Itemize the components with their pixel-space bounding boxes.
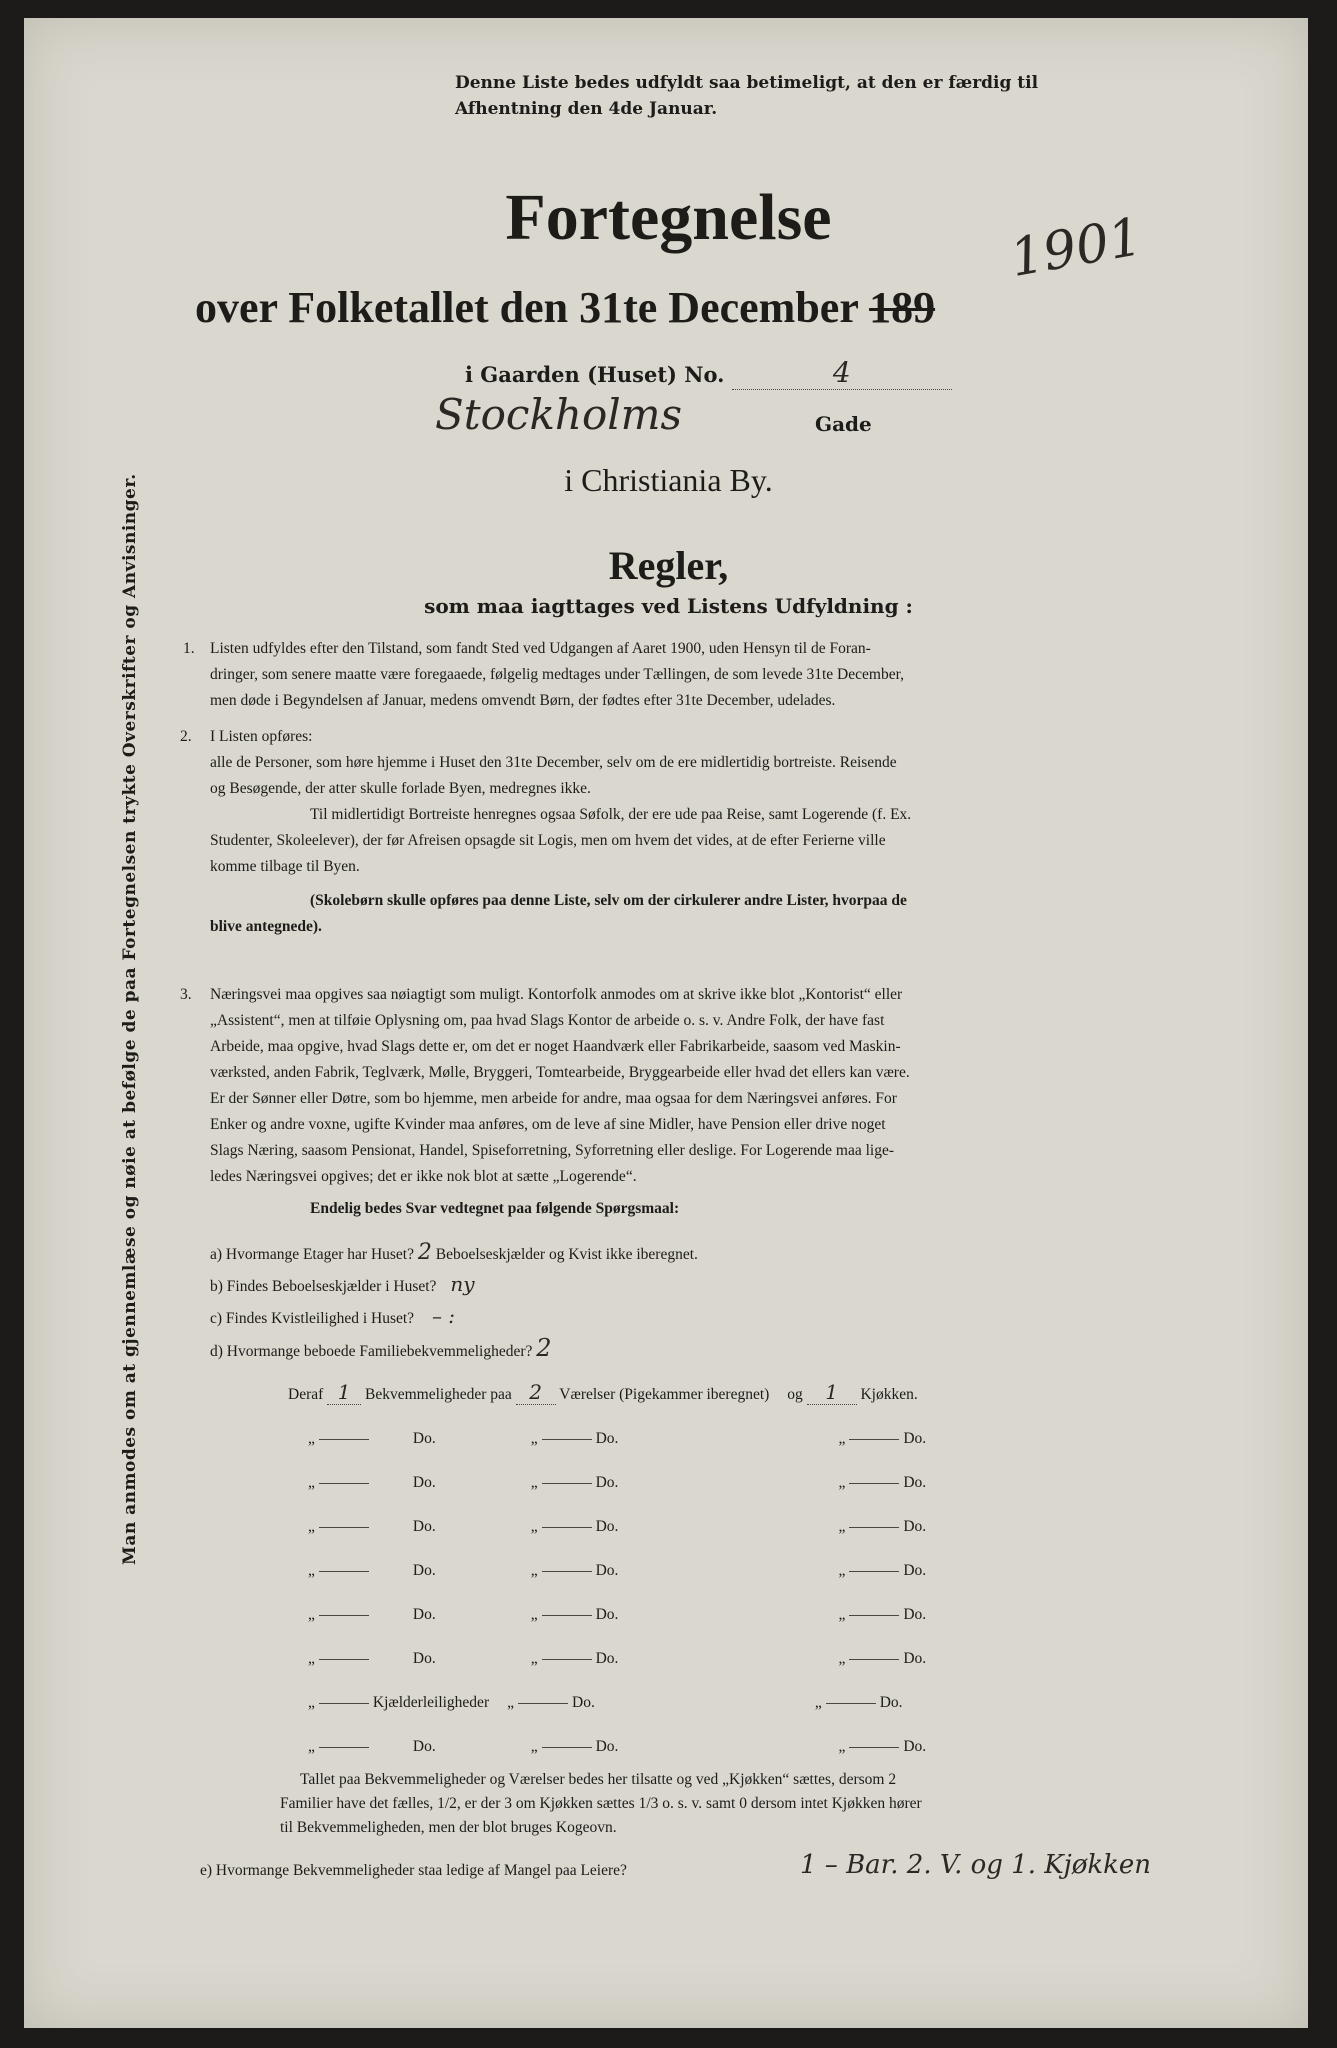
form-title: Fortegnelse <box>505 181 832 254</box>
table-note <box>280 1768 1120 1840</box>
rule-number: 1. <box>183 640 195 657</box>
question-answer: – : <box>431 1304 456 1328</box>
ditto-cell: Do. <box>595 1430 619 1447</box>
rule-line: „Assistent“, men at tilføie Oplysning om, paa hvad Slags Kontor de arbeide o. s. v. Andre Folk, der have fast <box>210 1012 885 1029</box>
gade-label: Gade <box>815 412 872 436</box>
ditto-cell: Do. <box>595 1518 619 1535</box>
question-a <box>210 1240 698 1265</box>
ditto-cell: Do. <box>903 1562 927 1579</box>
rules-subtitle: som maa iagttages ved Listens Udfyldning : <box>424 594 913 618</box>
rule-line: men døde i Begyndelsen af Januar, medens omvendt Børn, der fødtes efter 31te December, udelades. <box>210 692 836 709</box>
house-number: 4 <box>732 356 952 390</box>
quote-mark: „ <box>308 1518 315 1535</box>
ditto-row <box>308 1518 1008 1536</box>
quote-mark: „ <box>838 1518 846 1535</box>
quote-mark: „ <box>530 1518 538 1535</box>
printed-year-struck: 189 <box>869 283 936 332</box>
question-label: d) Hvormange beboede Familiebekvemmeligheder? <box>210 1343 533 1360</box>
quote-mark: „ <box>838 1606 846 1623</box>
side-note: Man anmodes om at gjennemlæse og nøie at befølge de paa Fortegnelsen trykte Overskrifter og Anvisninger. <box>120 473 140 1565</box>
rule-line: blive antegnede). <box>210 918 322 935</box>
blank-field <box>542 1483 592 1484</box>
rule-line: og Besøgende, der atter skulle forlade Byen, medregnes ikke. <box>210 780 591 797</box>
ditto-cell: Do. <box>595 1606 619 1623</box>
quote-mark: „ <box>507 1694 514 1711</box>
blank-field <box>849 1659 899 1660</box>
ditto-cell: Do. <box>412 1430 436 1447</box>
quote-mark: „ <box>814 1694 822 1711</box>
quote-mark: „ <box>838 1474 846 1491</box>
deraf-kitchen: 1 <box>807 1380 857 1405</box>
question-answer: 2 <box>417 1240 432 1265</box>
ditto-cell: Do. <box>903 1738 927 1755</box>
form-subtitle <box>195 282 935 333</box>
blank-field <box>849 1439 899 1440</box>
blank-field <box>849 1483 899 1484</box>
question-label: a) Hvormange Etager har Huset? <box>210 1246 414 1263</box>
deraf-rooms: 2 <box>516 1380 556 1405</box>
deraf-prefix: Deraf <box>288 1386 324 1403</box>
ditto-cell: Do. <box>903 1606 927 1623</box>
ditto-cell: Do. <box>595 1562 619 1579</box>
deraf-og: og <box>787 1386 803 1403</box>
question-answer: ny <box>450 1272 475 1296</box>
rule-1 <box>210 636 1130 714</box>
blank-field <box>849 1571 899 1572</box>
rule-line: Er der Sønner eller Døtre, som bo hjemme, men arbeide for andre, maa ogsaa for dem Næringsvei anføres. For <box>210 1090 897 1107</box>
deraf-mid: Bekvemmeligheder paa <box>365 1386 512 1403</box>
ditto-cell: Do. <box>595 1738 619 1755</box>
quote-mark: „ <box>838 1738 846 1755</box>
ditto-row <box>308 1738 1008 1756</box>
rule-line: Arbeide, maa opgive, hvad Slags dette er, om det er noget Haandværk eller Fabrikarbeide, saasom ved Maskin- <box>210 1038 901 1055</box>
blank-field <box>518 1703 568 1704</box>
quote-mark: „ <box>530 1562 538 1579</box>
note-line: Tallet paa Bekvemmeligheder og Værelser bedes her tilsatte og ved „Kjøkken“ sættes, dersom 2 <box>300 1771 897 1788</box>
ditto-row <box>308 1430 1008 1448</box>
notice-text: Denne Liste bedes udfyldt saa betimeligt, at den er færdig til Afhentning den 4de Januar. <box>455 73 1039 119</box>
rule-line: Studenter, Skoleelever), der før Afreisen opsagde sit Logis, men om hvem det vides, at de efter Ferierne ville <box>210 832 886 849</box>
rule-line: (Skolebørn skulle opføres paa denne Liste, selv om der cirkulerer andre Lister, hvorpaa de <box>310 892 907 909</box>
ditto-cell: Do. <box>412 1562 436 1579</box>
rule-number: 3. <box>180 986 192 1003</box>
quote-mark: „ <box>530 1474 538 1491</box>
street-name: Stockholms <box>435 390 683 439</box>
blank-field <box>849 1615 899 1616</box>
quote-mark: „ <box>530 1650 538 1667</box>
house-line <box>465 356 952 390</box>
ditto-cell: Do. <box>595 1474 619 1491</box>
ditto-row <box>308 1650 1008 1668</box>
rule-line: Slags Næring, saasom Pensionat, Handel, Spiseforretning, Syforretning eller deslige. For Logerende maa lige- <box>210 1142 894 1159</box>
rule-line: ledes Næringsvei opgives; det er ikke nok blot at sætte „Logerende“. <box>210 1168 637 1185</box>
ditto-cell: Do. <box>879 1694 903 1711</box>
rule-3 <box>210 982 1130 1190</box>
quote-mark: „ <box>530 1738 538 1755</box>
ditto-row <box>308 1474 1008 1492</box>
quote-mark: „ <box>838 1430 846 1447</box>
deraf-count: 1 <box>327 1380 361 1405</box>
ditto-row <box>308 1562 1008 1580</box>
ditto-row <box>308 1694 1008 1712</box>
question-b <box>210 1272 475 1296</box>
deraf-line <box>288 1380 918 1405</box>
question-suffix: Beboelseskjælder og Kvist ikke iberegnet. <box>435 1246 698 1263</box>
city-line: i Christiania By. <box>564 462 773 498</box>
blank-field <box>542 1527 592 1528</box>
blank-field <box>542 1659 592 1660</box>
blank-field <box>542 1571 592 1572</box>
question-e: e) Hvormange Bekvemmeligheder staa ledige af Mangel paa Leiere? <box>200 1862 627 1879</box>
question-label: c) Findes Kvistleilighed i Huset? <box>210 1310 415 1327</box>
answer-e: 1 – Bar. 2. V. og 1. Kjøkken <box>800 1850 1152 1880</box>
blank-field <box>319 1571 369 1572</box>
subtitle-prefix: over Folketallet den 31te December <box>195 283 859 332</box>
rule-line: Næringsvei maa opgives saa nøiagtigt som muligt. Kontorfolk anmodes om at skrive ikke blot „Kontorist“ eller <box>210 986 903 1003</box>
ditto-cell: Do. <box>412 1518 436 1535</box>
rule-line: Enker og andre voxne, ugifte Kvinder maa anføres, om de leve af sine Midler, have Pension eller drive noget <box>210 1116 886 1133</box>
quote-mark: „ <box>530 1606 538 1623</box>
blank-field <box>319 1615 369 1616</box>
quote-mark: „ <box>308 1474 315 1491</box>
question-answer: 2 <box>536 1334 552 1362</box>
rule-line: komme tilbage til Byen. <box>210 858 360 875</box>
quote-mark: „ <box>308 1694 315 1711</box>
ditto-cell: Do. <box>412 1606 436 1623</box>
quote-mark: „ <box>308 1430 315 1447</box>
ditto-cell: Do. <box>412 1738 436 1755</box>
question-c <box>210 1304 455 1328</box>
ditto-row <box>308 1606 1008 1624</box>
blank-field <box>542 1615 592 1616</box>
question-d <box>210 1334 552 1362</box>
ditto-cell: Do. <box>903 1650 927 1667</box>
blank-field <box>319 1483 369 1484</box>
quote-mark: „ <box>308 1650 315 1667</box>
blank-field <box>319 1703 369 1704</box>
blank-field <box>542 1747 592 1748</box>
ditto-cell: Do. <box>903 1430 927 1447</box>
rule-line: dringer, som senere maatte være foregaaede, følgelig medtages under Tællingen, de som levede 31te December, <box>210 666 904 683</box>
blank-field <box>319 1747 369 1748</box>
note-line: Familier have det fælles, 1/2, er der 3 om Kjøkken sættes 1/3 o. s. v. samt 0 dersom intet Kjøkken hører <box>280 1795 922 1812</box>
house-label: i Gaarden (Huset) No. <box>465 362 725 387</box>
quote-mark: „ <box>838 1650 846 1667</box>
blank-field <box>849 1527 899 1528</box>
rule-line: værksted, anden Fabrik, Teglværk, Mølle, Bryggeri, Tomtearbeide, Bryggearbeide eller hvad det ellers kan være. <box>210 1064 910 1081</box>
question-label: b) Findes Beboelseskjælder i Huset? <box>210 1278 437 1295</box>
rule-line: Listen udfyldes efter den Tilstand, som fandt Sted ved Udgangen af Aaret 1900, uden Hensyn til de Foran- <box>210 640 871 657</box>
questions-intro: Endelig bedes Svar vedtegnet paa følgende Spørgsmaal: <box>310 1200 680 1217</box>
blank-field <box>319 1527 369 1528</box>
rule-number: 2. <box>180 728 192 745</box>
blank-field <box>319 1439 369 1440</box>
blank-field <box>319 1659 369 1660</box>
quote-mark: „ <box>530 1430 538 1447</box>
ditto-cell: Do. <box>412 1474 436 1491</box>
kjaelder-label: Kjælderleiligheder <box>372 1694 490 1711</box>
note-line: til Bekvemmeligheden, men der blot bruges Kogeovn. <box>280 1819 617 1836</box>
deraf-mid2: Værelser (Pigekammer iberegnet) <box>559 1386 770 1403</box>
rules-title: Regler, <box>608 543 729 588</box>
quote-mark: „ <box>308 1606 315 1623</box>
blank-field <box>849 1747 899 1748</box>
rule-line: I Listen opføres: <box>210 728 313 745</box>
ditto-cell: Do. <box>595 1650 619 1667</box>
quote-mark: „ <box>838 1562 846 1579</box>
blank-field <box>826 1703 876 1704</box>
rule-line: Til midlertidigt Bortreiste henregnes ogsaa Søfolk, der ere ude paa Reise, samt Logerende (f. Ex. <box>310 806 912 823</box>
ditto-cell: Do. <box>572 1694 595 1711</box>
quote-mark: „ <box>308 1562 315 1579</box>
rule-line: alle de Personer, som høre hjemme i Huset den 31te December, selv om de ere midlertidig bortreiste. Reisende <box>210 754 897 771</box>
ditto-cell: Do. <box>903 1518 927 1535</box>
deraf-end: Kjøkken. <box>860 1386 918 1403</box>
ditto-cell: Do. <box>903 1474 927 1491</box>
ditto-cell: Do. <box>412 1650 436 1667</box>
rule-2 <box>210 724 1130 940</box>
quote-mark: „ <box>308 1738 315 1755</box>
blank-field <box>542 1439 592 1440</box>
handwritten-year: 1901 <box>1005 206 1147 290</box>
